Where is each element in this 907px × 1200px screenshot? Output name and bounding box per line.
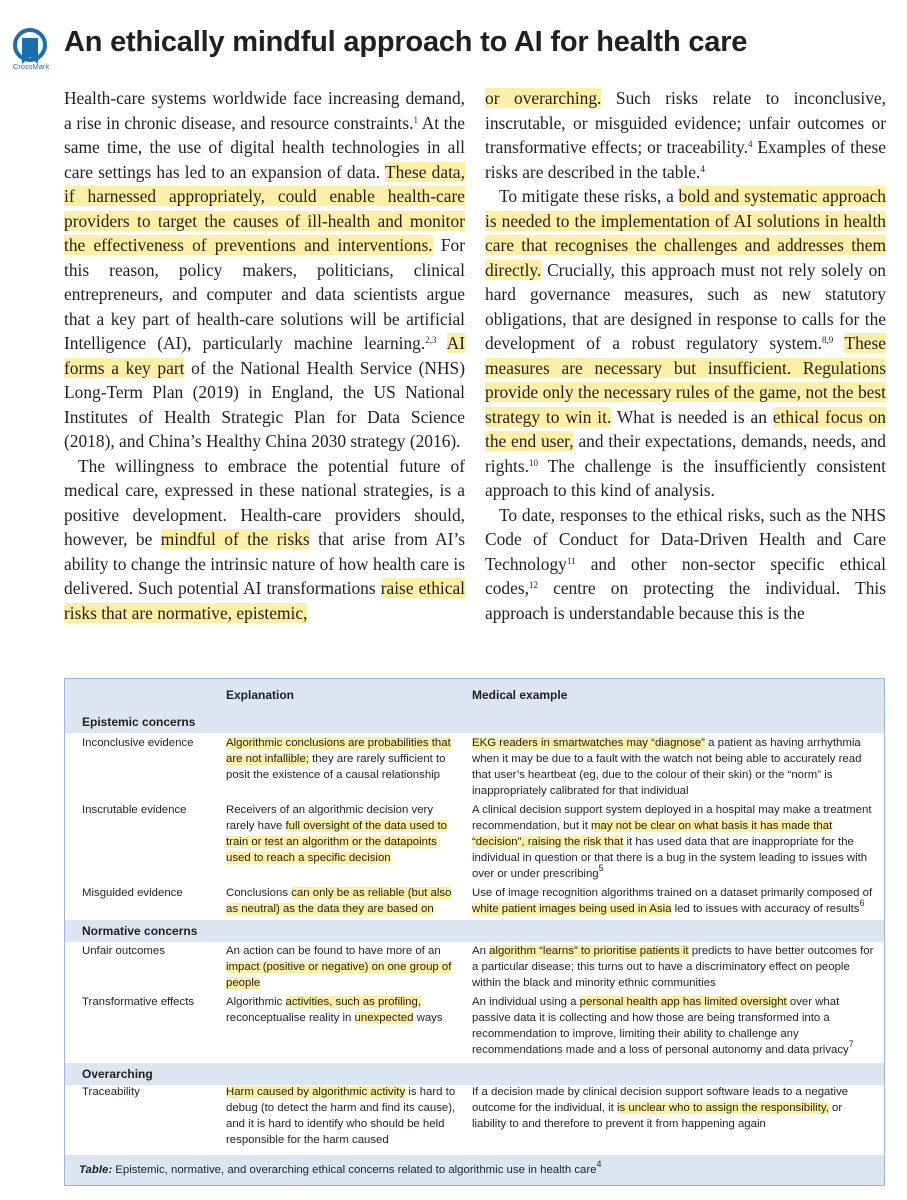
- highlight: can only be as reliable (but also as neutral) as the data they are based on: [226, 887, 452, 915]
- highlight: AI forms a key part: [64, 333, 466, 378]
- explanation-cell: Harm caused by algorithmic activity is hard to debug (to detect the harm and find its cause), and it is hard to identify who should be held responsible for the harm caused: [226, 1086, 456, 1146]
- body-column-left: [64, 86, 465, 625]
- example-cell: If a decision made by clinical decision support software leads to a negative outcome for the individual, it is unclear who to assign the responsibility, or liability to and therefore to prevent it from happening again: [472, 1086, 849, 1130]
- section-label: Normative concerns: [82, 924, 198, 938]
- section-label: Overarching: [82, 1067, 153, 1081]
- paragraph: Health-care systems worldwide face increasing demand, a rise in chronic disease, and resource constraints.$^1$ At the same time, the use of digital health technologies in all care settings has led to an expansion of data. These data, if harnessed appropriately, could enable health-care providers to target the causes of ill-health and monitor the effectiveness of preventions and interventions. For this reason, policy makers, politicians, clinical entrepreneurs, and computer and data scientists argue that a key part of health-care solutions will be artificial Intelligence (AI), particularly machine learning.$^{2,3}$ AI forms a key part of the National Health Service (NHS) Long-Term Plan (2019) in England, the US National Institutes of Health Strategic Plan for Data Science (2018), and China’s Healthy China 2030 strategy (2016).: [64, 88, 466, 451]
- row-label: Unfair outcomes: [82, 945, 165, 957]
- crossmark-label[interactable]: CrossMark: [12, 62, 50, 71]
- explanation-cell: Algorithmic conclusions are probabilities that are not infallible; they are rarely sufficient to posit the existence of a causal relationship: [226, 737, 451, 781]
- highlight: ethical focus on the end user,: [485, 406, 886, 451]
- article-title: An ethically mindful approach to AI for health care: [64, 26, 748, 58]
- highlight: These data, if harnessed appropriately, could enable health-care providers to target the causes of ill-health and monitor the effectiveness of preventions and interventions.: [64, 161, 465, 255]
- example-cell: An algorithm “learns” to prioritise patients it predicts to have better outcomes for a particular disease; this turns out to have a discriminatory effect on people within the black and minority ethnic communities: [472, 945, 874, 989]
- section-label: Epistemic concerns: [82, 715, 196, 729]
- explanation-cell: Receivers of an algorithmic decision very rarely have full oversight of the data used to train or test an algorithm or the datapoints used to reach a specific decision: [226, 804, 447, 864]
- column-header-explanation: Explanation: [226, 688, 295, 702]
- highlight: white patient images being used in Asia: [472, 902, 672, 915]
- section-epistemic: [65, 711, 884, 733]
- row-label: Transformative effects: [82, 996, 195, 1008]
- section-normative: [65, 920, 884, 942]
- paragraph: The willingness to embrace the potential future of medical care, expressed in these national strategies, is a positive development. Health-care providers should, however, be mindful of the risks that arise from AI’s ability to change the intrinsic nature of how health care is delivered. Such potential AI transformations raise ethical risks that are normative, epistemic,: [64, 455, 465, 623]
- example-cell: An individual using a personal health app has limited oversight over what passive data it is collecting and how those are being transformed into a recommendation to improve, limiting their ability to challenge any recommendations made and a loss of personal autonomy and data privacy$^7$: [472, 996, 854, 1056]
- section-overarching: [65, 1063, 884, 1085]
- row-label: Traceability: [82, 1086, 140, 1098]
- example-cell: A clinical decision support system deployed in a hospital may make a treatment recommendation, but it may not be clear on what basis it has made that “decision”, raising the risk that it has used data that are inappropriate for the individual in question or that there is a bug in the system leading to issues with over or under prescribing$^5$: [472, 804, 872, 880]
- paragraph: To mitigate these risks, a bold and systematic approach is needed to the implementation of AI solutions in health care that recognises the challenges and addresses them directly. Crucially, this approach must not rely solely on hard governance measures, such as new statutory obligations, that are designed in response to calls for the development of a robust regulatory system.$^{8,9}$ These measures are necessary but insufficient. Regulations provide only the necessary rules of the game, not the best strategy to win it. What is needed is an ethical focus on the end user, and their expectations, demands, needs, and rights.$^{10}$ The challenge is the insufficiently consistent approach to this kind of analysis.: [485, 186, 886, 500]
- highlight: is unclear who to assign the responsibility,: [617, 1101, 829, 1114]
- highlight: Algorithmic conclusions are probabilities that are not infallible;: [226, 737, 451, 765]
- explanation-cell: An action can be found to have more of an impact (positive or negative) on one group of people: [226, 945, 452, 989]
- highlight: impact (positive or negative) on one group of people: [226, 960, 452, 989]
- table-header: [65, 679, 884, 711]
- explanation-cell: Algorithmic activities, such as profiling, reconceptualise reality in unexpected ways: [226, 996, 443, 1024]
- highlight: mindful of the risks: [160, 529, 310, 549]
- highlight: These measures are necessary but insufficient. Regulations provide only the necessary rules of the game, not the best strategy to win it.: [485, 333, 886, 427]
- caption-text: Table: Epistemic, normative, and overarching ethical concerns related to algorithmic use in health care$^4$: [79, 1159, 602, 1176]
- highlight: EKG readers in smartwatches may “diagnose”: [472, 737, 705, 749]
- highlight: personal health app has limited oversight: [579, 996, 787, 1008]
- highlight: or overarching.: [485, 88, 602, 108]
- highlight: activities, such as profiling,: [285, 996, 421, 1008]
- ethics-table: [64, 678, 885, 1186]
- highlight: unexpected: [354, 1011, 414, 1024]
- highlight: raise ethical risks that are normative, epistemic,: [64, 578, 465, 623]
- body-column-right: [485, 86, 886, 625]
- example-cell: Use of image recognition algorithms trained on a dataset primarily composed of white patient images being used in Asia led to issues with accuracy of results$^6$: [472, 887, 873, 915]
- highlight: bold and systematic approach is needed to the implementation of AI solutions in health care that recognises the challenges and addresses them directly.: [485, 186, 886, 280]
- table-caption: [65, 1155, 884, 1185]
- row-label: Misguided evidence: [82, 887, 183, 899]
- paragraph: To date, responses to the ethical risks, such as the NHS Code of Conduct for Data-Driven Health and Care Technology$^{11}$ and other non-sector specific ethical codes,$^{12}$ centre on protecting the individual. This approach is understandable because this is the: [485, 504, 886, 623]
- column-header-example: Medical example: [472, 688, 568, 702]
- highlight: full oversight of the data used to train or test an algorithm or the datapoints used to reach a specific decision: [226, 819, 447, 864]
- row-label: Inscrutable evidence: [82, 804, 187, 816]
- highlight: Harm caused by algorithmic activity: [226, 1086, 406, 1098]
- paragraph: or overarching. Such risks relate to inconclusive, inscrutable, or misguided evidence; unfair outcomes or transformative effects; or traceability.$^4$ Examples of these risks are described in the table.$^4$: [485, 88, 886, 182]
- example-cell: EKG readers in smartwatches may “diagnose” a patient as having arrhythmia when it may be due to a fault with the watch not being able to accurately read that user’s heartbeat (eg, due to the colour of their skin) or the “norm” is inappropriately calibrated for that individual: [472, 737, 862, 797]
- highlight: may not be clear on what basis it has made that “decision”, raising the risk that: [472, 819, 833, 848]
- row-label: Inconclusive evidence: [82, 737, 194, 749]
- highlight: algorithm “learns” to prioritise patients it: [489, 945, 689, 957]
- explanation-cell: Conclusions can only be as reliable (but also as neutral) as the data they are based on: [226, 887, 452, 915]
